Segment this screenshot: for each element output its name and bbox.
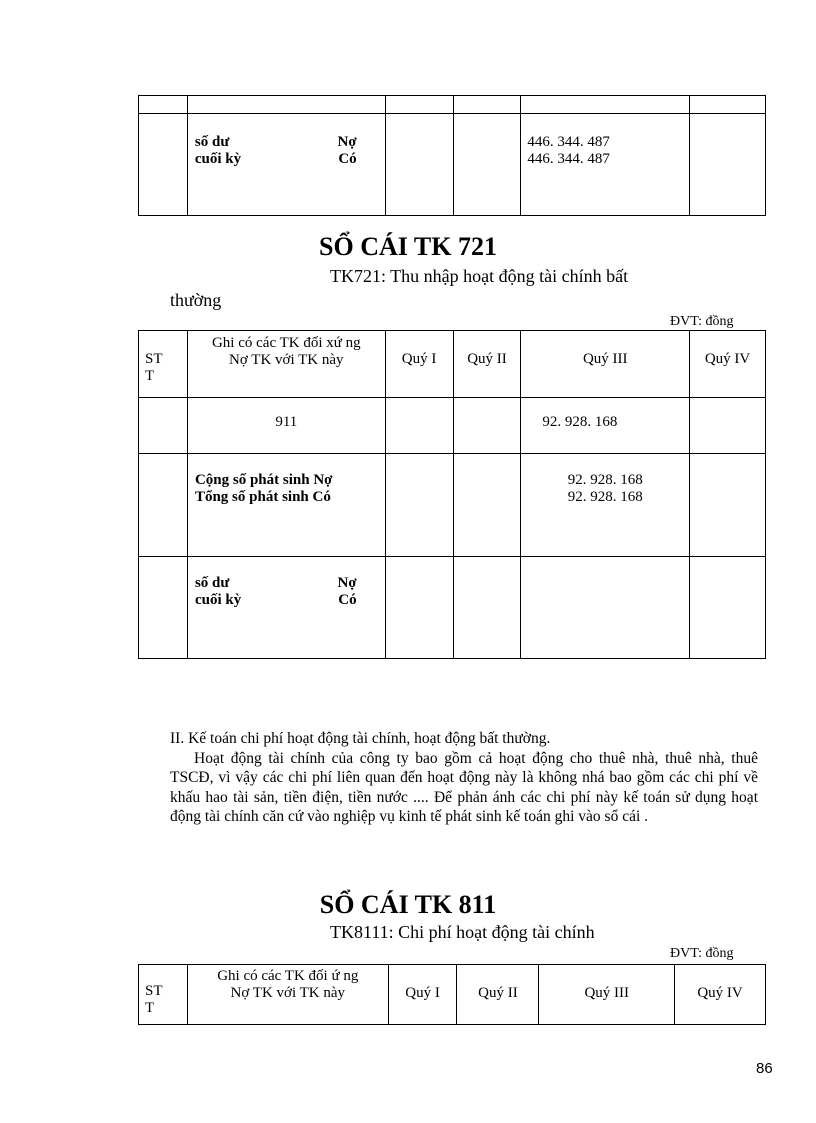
ledger-subtitle-721-cont: thường <box>170 290 222 310</box>
section-2 <box>170 729 758 827</box>
q3-header: Quý III <box>521 331 690 398</box>
q1-header: Quý I <box>388 965 457 1025</box>
q2-header: Quý II <box>457 965 539 1025</box>
section-2-heading: II. Kế toán chi phí hoạt động tài chính, hoạt động bất thường. <box>170 730 551 747</box>
section-2-body: Hoạt động tài chính của công ty bao gồm cả hoạt động cho thuê nhà, thuê nhà, thuê TSCĐ, vì vậy các chi phí liên quan đến hoạt động này là không nhá bao gồm các chi phí về khấu hao tài sản, tiền điện, tiền nước .... Để phản ánh các chi phí này kế toán sử dụng hoạt động tài chính căn cứ vào nghiệp vụ kinh tế phát sinh kế toán ghi vào sổ cái . <box>170 749 758 825</box>
unit-label-811: ĐVT: đồng <box>670 946 734 961</box>
total-credit-label: Tổng số phát sinh Có <box>194 489 331 505</box>
q4-header: Quý IV <box>690 331 766 398</box>
q2-header: Quý II <box>453 331 521 398</box>
debit-account-header: Nợ TK với TK này <box>229 352 344 368</box>
ledger-title-811: SỔ CÁI TK 811 <box>319 890 497 919</box>
q3-total-debit: 92. 928. 168 <box>567 472 643 488</box>
period-end-label: cuối kỳ <box>194 151 242 167</box>
total-debit-label: Cộng số phát sinh Nợ <box>194 472 333 488</box>
stt-header: ST T <box>145 351 163 384</box>
debit-label: Nợ <box>337 575 357 591</box>
balance-label: số dư <box>194 134 230 150</box>
q4-header: Quý IV <box>675 965 766 1025</box>
ledger-subtitle-721: TK721: Thu nhập hoạt động tài chính bất <box>330 266 629 286</box>
ledger-subtitle-811: TK8111: Chi phí hoạt động tài chính <box>330 922 595 942</box>
stt-header: ST T <box>145 983 163 1016</box>
q3-header: Quý III <box>539 965 675 1025</box>
balance-label: số dư <box>194 575 230 591</box>
contra-account-header: Ghi có các TK đối xứ ng <box>211 335 361 351</box>
ledger-title-721: SỔ CÁI TK 721 <box>319 232 497 261</box>
unit-label-721: ĐVT: đồng <box>670 314 734 329</box>
q3-debit-value: 446. 344. 487 <box>527 134 610 150</box>
ledger-table-top <box>138 95 766 216</box>
q3-credit-value: 446. 344. 487 <box>527 151 610 167</box>
account-911: 911 <box>187 398 385 454</box>
q3-total-credit: 92. 928. 168 <box>567 489 643 505</box>
page-number: 86 <box>756 1060 773 1077</box>
period-end-label: cuối kỳ <box>194 592 242 608</box>
ledger-table-811 <box>138 964 766 1025</box>
debit-account-header: Nợ TK với TK này <box>230 985 346 1001</box>
q3-value-911: 92. 928. 168 <box>521 398 690 454</box>
credit-label: Có <box>338 592 357 608</box>
debit-label: Nợ <box>337 134 357 150</box>
credit-label: Có <box>338 151 357 167</box>
q1-header: Quý I <box>385 331 453 398</box>
ledger-table-721 <box>138 330 766 659</box>
contra-account-header: Ghi có các TK đối ứ ng <box>217 968 359 984</box>
